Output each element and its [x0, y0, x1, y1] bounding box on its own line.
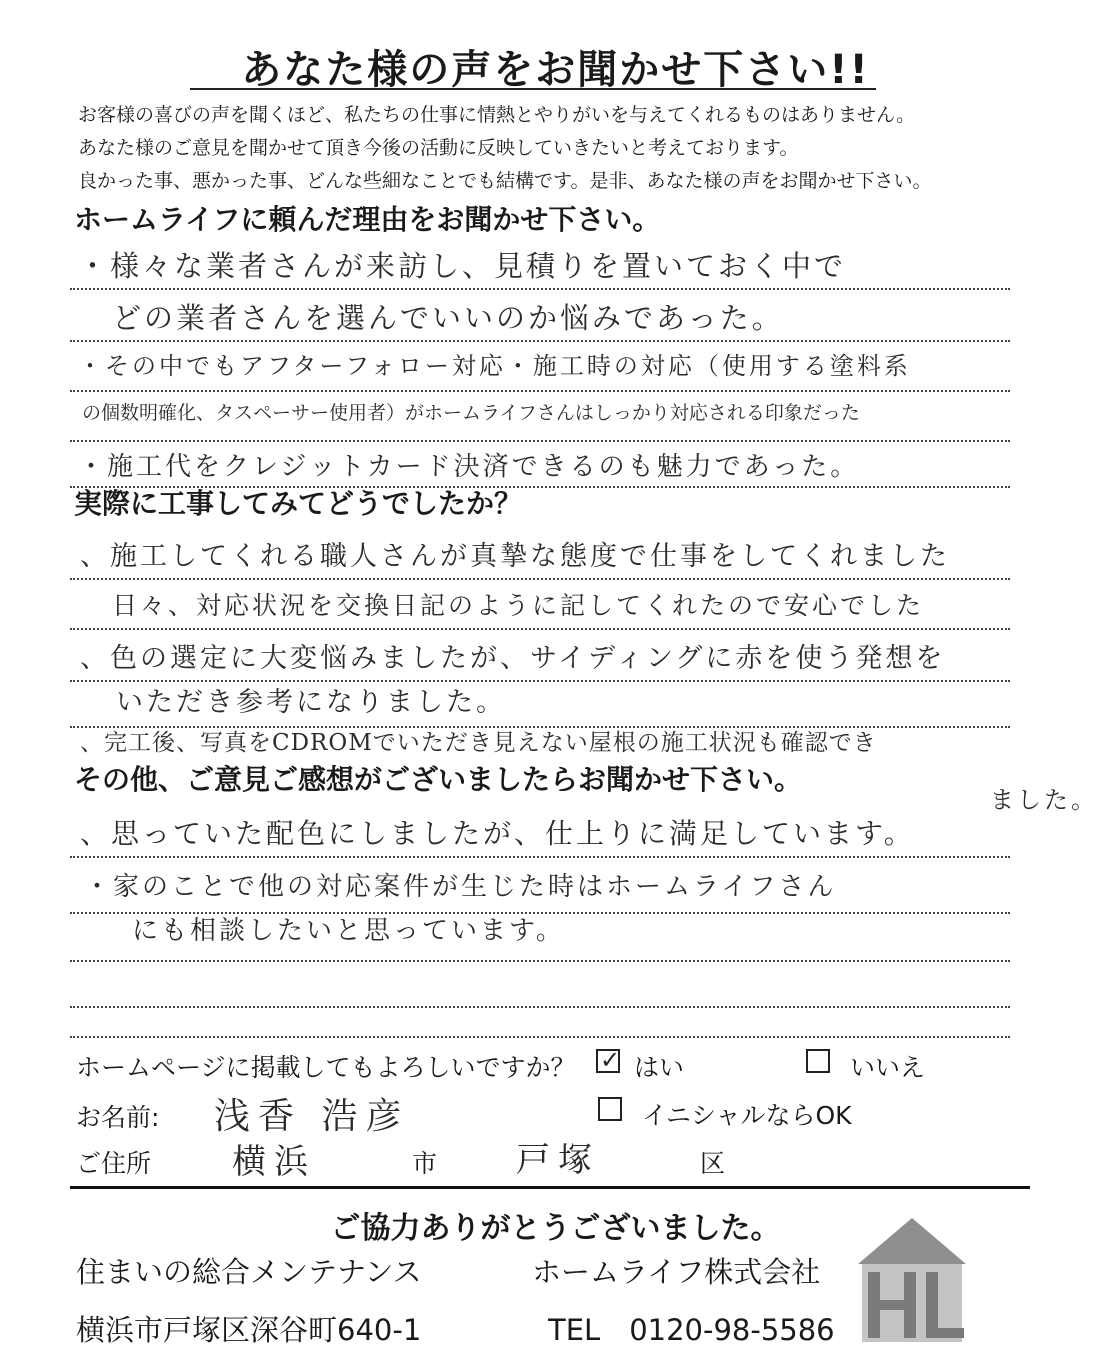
intro-line-3: 良かった事、悪かった事、どんな些細なことでも結構です。是非、あなた様の声をお聞かせ下さい。: [78, 170, 932, 192]
yes-label: はい: [634, 1053, 685, 1082]
answer-reason-line-2: どの業者さんを選んでいいのか悩みであった。: [112, 301, 784, 335]
question-comments-heading: その他、ご意見ご感想がございましたらお聞かせ下さい。: [74, 763, 803, 796]
logo-l-foot: [926, 1328, 964, 1338]
homepage-permission-question: ホームページに掲載してもよろしいですか？: [76, 1053, 576, 1082]
answer-experience-line-2: 日々、対応状況を交換日記のように記してくれたので安心でした: [112, 591, 925, 620]
footer-company-name: ホームライフ株式会社: [532, 1255, 821, 1289]
address-city-suffix: 市: [412, 1149, 438, 1178]
house-hl-logo-icon: [852, 1216, 972, 1346]
name-label: お名前:: [76, 1103, 160, 1132]
answer-reason-line-5: ・施工代をクレジットカード決済できるのも魅力であった。: [78, 452, 860, 482]
intro-line-2: あなた様のご意見を聞かせて頂き今後の活動に反映していきたいと考えております。: [78, 137, 799, 159]
section-divider: [70, 1186, 1030, 1189]
no-label: いいえ: [850, 1053, 926, 1082]
dotted-rule: [70, 628, 1010, 630]
dotted-rule: [70, 390, 1010, 392]
no-checkbox[interactable]: [806, 1049, 830, 1073]
dotted-rule: [70, 960, 1010, 962]
title-underline: [190, 88, 876, 90]
dotted-rule: [70, 340, 1010, 342]
initial-checkbox[interactable]: [598, 1097, 622, 1121]
page-title: あなた様の声をお聞かせ下さい!!: [241, 47, 870, 93]
answer-reason-line-3: ・その中でもアフターフォロー対応・施工時の対応（使用する塗料系: [78, 352, 911, 380]
initial-label: イニシャルならOK: [642, 1101, 852, 1130]
answer-experience-line-5: 、完工後、写真をCDROMでいただき見えない屋根の施工状況も確認でき: [80, 730, 877, 756]
question-experience-heading: 実際に工事してみてどうでしたか？: [74, 487, 523, 520]
dotted-rule: [70, 578, 1010, 580]
logo-h-bar: [868, 1300, 916, 1310]
company-logo: [852, 1216, 972, 1346]
dotted-rule: [70, 1036, 1010, 1038]
check-mark-icon: ✓: [600, 1046, 621, 1074]
footer-tagline: 住まいの総合メンテナンス: [76, 1255, 422, 1289]
footer-tel: TEL 0120-98-5586: [548, 1313, 835, 1347]
answer-comments-line-1: 、思っていた配色にしましたが、仕上りに満足しています。: [80, 817, 915, 850]
address-city-value: 横浜: [232, 1142, 316, 1182]
intro-line-1: お客様の喜びの声を聞くほど、私たちの仕事に情熱とやりがいを与えてくれるものはありません。: [78, 104, 916, 126]
address-ward-value: 戸塚: [516, 1140, 600, 1180]
dotted-rule: [70, 440, 1010, 442]
address-ward-suffix: 区: [700, 1149, 726, 1178]
answer-reason-line-4: の個数明確化、タスペーサー使用者）がホームライフさんはしっかり対応される印象だった: [82, 402, 860, 424]
footer-address: 横浜市戸塚区深谷町640-1: [76, 1313, 422, 1347]
address-label: ご住所: [76, 1149, 152, 1178]
answer-comments-line-3: にも相談したいと思っています。: [132, 916, 565, 946]
dotted-rule: [70, 1006, 1010, 1008]
name-value: 浅香 浩彦: [214, 1096, 410, 1137]
thanks-message: ご協力ありがとうございました。: [330, 1211, 781, 1246]
answer-experience-line-1: 、施工してくれる職人さんが真摯な態度で仕事をしてくれました: [80, 541, 950, 572]
dotted-rule: [70, 856, 1010, 858]
yes-checkbox[interactable]: [596, 1046, 621, 1074]
answer-experience-line-3: 、色の選定に大変悩みましたが、サイディングに赤を使う発想を: [80, 643, 946, 674]
logo-roof: [858, 1218, 966, 1264]
answer-experience-line-6: ました。: [990, 786, 1098, 814]
question-reason-heading: ホームライフに頼んだ理由をお聞かせ下さい。: [74, 203, 661, 236]
answer-reason-line-1: ・様々な業者さんが来訪し、見積りを置いておく中で: [78, 249, 847, 283]
dotted-rule: [70, 288, 1010, 290]
answer-comments-line-2: ・家のことで他の対応案件が生じた時はホームライフさん: [84, 872, 837, 902]
answer-experience-line-4: いただき参考になりました。: [116, 687, 506, 718]
